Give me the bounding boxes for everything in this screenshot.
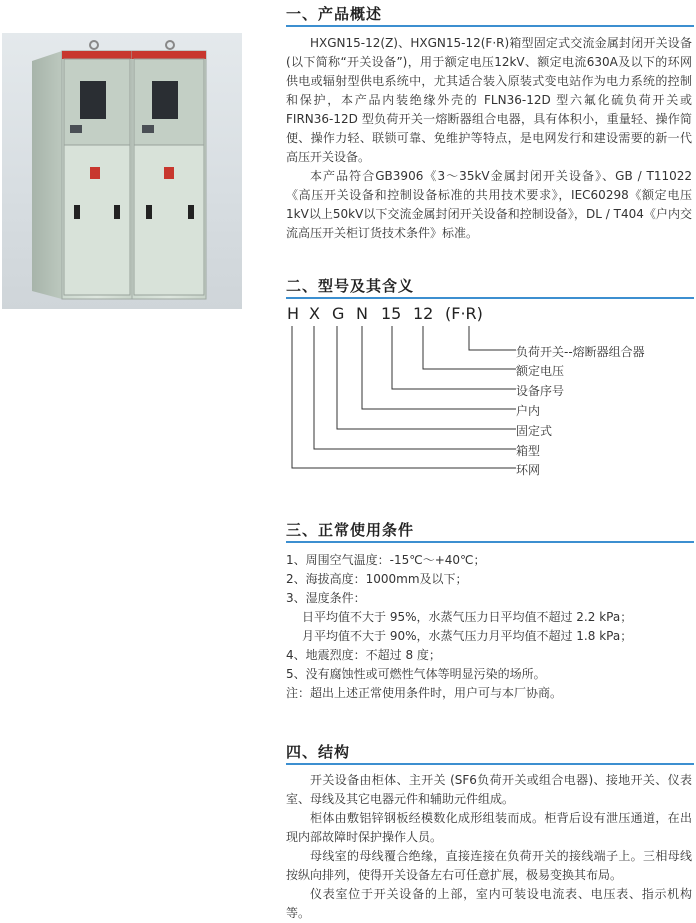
meaning-label-fr: 负荷开关--熔断器组合器: [516, 345, 645, 359]
condition-item: 2、海拔高度：1000mm及以下；: [286, 572, 468, 586]
section-divider: [286, 763, 694, 765]
section-title-structure: 四、结构: [286, 743, 351, 761]
overview-paragraph-1: HXGN15-12(Z)、HXGN15-12(F·R)箱型固定式交流金属封闭开关设备(以下简称“开关设备”)，用于额定电压12kV、额定电流630A及以下的环网供电或辐射型供电系统中，尤其适合装入原装式变电站作为电力系统的控制和保护，本产品内装绝缘外壳的 FLN36-12D 型六氟化硫负荷开关或 FIRN36-12D 型负荷开关一熔断器组合电器，具有体积小，重量轻、操作简便、操作力轻、联锁可靠、免维护等特点，是电网发行和建设需要的新一代高压开关设备。: [286, 36, 692, 164]
structure-paragraph-1: 开关设备由柜体、主开关 (SF6负荷开关或组合电器)、接地开关、仪表室、母线及其它电器元件和辅助元件组成。: [286, 773, 692, 806]
condition-item: 1、周围空气温度：-15℃～+40℃；: [286, 553, 486, 567]
model-series-15: 15: [381, 304, 402, 323]
conditions-list: [286, 551, 692, 703]
condition-subitem: 月平均值不大于 90%，水蒸气压力月平均值不超过 1.8 kPa；: [302, 629, 633, 643]
meaning-label-ring: 环网: [516, 463, 541, 477]
model-voltage-12: 12: [413, 304, 434, 323]
switchgear-cabinet-illustration: [2, 33, 242, 309]
meaning-label-indoor: 户内: [516, 404, 541, 418]
section-title-overview: 一、产品概述: [286, 5, 383, 23]
product-photo: [2, 33, 242, 309]
meaning-label-box: 箱型: [516, 444, 541, 458]
model-meaning-connector-lines: [280, 326, 520, 476]
model-letter-h: H: [287, 304, 300, 323]
model-fr: (F·R): [445, 304, 483, 323]
structure-paragraph-4: 仪表室位于开关设备的上部，室内可装设电流表、电压表、指示机构等。: [286, 887, 692, 920]
section-divider: [286, 541, 694, 543]
condition-item: 4、地震烈度：不超过 8 度；: [286, 648, 441, 662]
structure-paragraph-3: 母线室的母线覆合绝缘，直接连接在负荷开关的接线端子上。三相母线按纵向排列，使得开关设备左右可任意扩展，极易变换其布局。: [286, 849, 692, 882]
condition-item: 5、没有腐蚀性或可燃性气体等明显污染的场所。: [286, 667, 546, 681]
model-letter-n: N: [356, 304, 368, 323]
condition-subitem: 日平均值不大于 95%，水蒸气压力日平均值不超过 2.2 kPa；: [302, 610, 633, 624]
meaning-label-series: 设备序号: [516, 384, 565, 398]
condition-note: 注：超出上述正常使用条件时，用户可与本厂协商。: [286, 686, 563, 700]
section-title-conditions: 三、正常使用条件: [286, 521, 415, 539]
meaning-label-voltage: 额定电压: [516, 364, 565, 378]
structure-paragraph-2: 柜体由敷铝锌钢板经模数化成形组装而成。柜背后设有泄压通道，在出现内部故障时保护操作人员。: [286, 811, 692, 844]
model-letter-x: X: [309, 304, 320, 323]
section-divider: [286, 297, 694, 299]
overview-text: [286, 34, 692, 243]
meaning-label-fixed: 固定式: [516, 424, 553, 438]
condition-item: 3、湿度条件：: [286, 591, 366, 605]
overview-paragraph-2: 本产品符合GB3906《3～35kV金属封闭开关设备》、GB / T11022《高压开关设备和控制设备标准的共用技术要求》，IEC60298《额定电压 1kV以上50kV以下交流金属封闭开关设备和控制设备》，DL / T404《户内交流高压开关柜订货技术条件》标准。: [286, 169, 692, 240]
section-title-model: 二、型号及其含义: [286, 277, 415, 295]
structure-text: [286, 771, 692, 923]
model-letter-g: G: [332, 304, 345, 323]
section-divider: [286, 25, 694, 27]
